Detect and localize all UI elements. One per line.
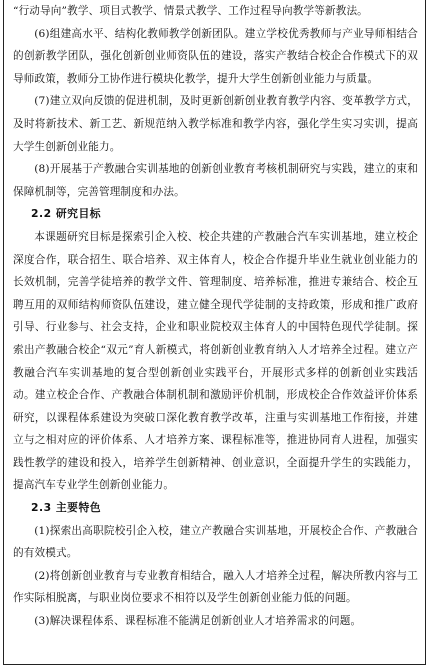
paragraph-research-goal: 本课题研究目标是探索引企入校、校企共建的产教融合汽车实训基地，建立校企深度合作，联合招生、联合培养、双主体育人，校企合作提升毕业生就业创业能力的长效机制，完善学徒培养的教学文件、管理制度、培养标准，推进专兼结合、校企互聘互用的双师结构师资队伍建设，建立健全现代学徒制的支持政策，形成和推广政府引导、行业参与、社会支持，企业和职业院校双主体育人的中国特色现代学徒制。探索出产教融合校企“双元”育人新模式，将创新创业教育纳入人才培养全过程。建立产教融合汽车实训基地的复合型创新创业实践平台，开展形式多样的创新创业实践活动。建立校企合作、产教融合体制机制和激励评价机制，形成校企合作效益评价体系研究，以课程体系建设为突破口深化教育教学改革，注重与实训基地工作衔接，并建立与之相对应的评价体系、人才培养方案、课程标准等，推进协同育人进程，加强实践性教学的建设和投入，培养学生创新精神、创业意识，全面提升学生的实践能力，提高汽车专业学生创新创业能力。 <box>13 230 418 492</box>
paragraph-item-8: (8)开展基于产教融合实训基地的创新创业教育考核机制研究与实践，建立的束和保障机制等，完善管理制度和办法。 <box>13 163 418 198</box>
table-cell-frame <box>3 0 426 665</box>
section-heading-research-goal: 2.2 研究目标 <box>31 207 102 221</box>
paragraph-feature-3: (3)解决课程体系、课程标准不能满足创新创业人才培养需求的问题。 <box>34 615 362 628</box>
paragraph-feature-2: (2)将创新创业教育与专业教育相结合，融入人才培养全过程，解决所教内容与工作实际相脱离，与职业岗位要求不相符以及学生创新创业能力低的问题。 <box>13 569 418 605</box>
section-heading-main-features: 2.3 主要特色 <box>31 501 102 515</box>
paragraph-item-7: (7)建立双向反馈的促进机制，及时更新创新创业教育教学内容、变革教学方式，及时将新技术、新工艺、新规范纳入教学标准和教学内容，强化学生实习实训，提高大学生创新创业能力。 <box>13 95 418 153</box>
paragraph-item-6: (6)组建高水平、结构化教师教学创新团队。建立学校优秀教师与产业导师相结合的创新教学团队，强化创新创业师资队伍的建设，落实产教结合校企合作模式下的双导师政策，教师分工协作进行模块化教学，提升大学生创新创业能力与质量。 <box>13 27 418 85</box>
paragraph-feature-1: (1)探索出高职院校引企入校，建立产教融合实训基地，开展校企合作、产教融合的有效模式。 <box>13 524 418 560</box>
paragraph-teaching-methods: “行动导向”教学、项目式教学、情景式教学、工作过程导向教学等新教法。 <box>13 5 368 17</box>
